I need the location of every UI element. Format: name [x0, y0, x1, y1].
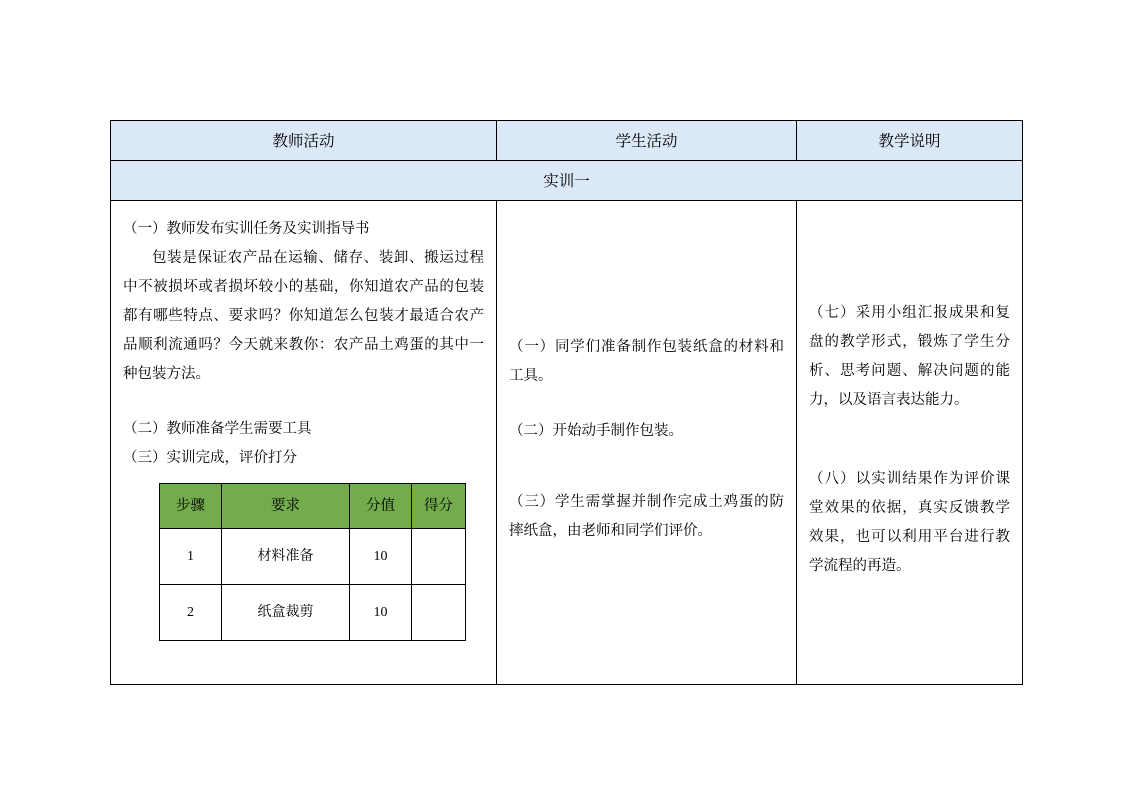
spacer: [509, 446, 784, 472]
cell-student-activity: [497, 201, 797, 685]
student-item-2: （二）开始动手制作包装。: [509, 423, 683, 439]
scoring-col-step: 步骤: [160, 484, 222, 529]
spacer: [509, 215, 784, 249]
table-row: [160, 585, 466, 641]
student-item-1: （一）同学们准备制作包装纸盒的材料和工具。: [509, 339, 784, 384]
header-student-activity: 学生活动: [497, 121, 797, 161]
cell-teaching-note: [797, 201, 1023, 685]
section-title: 实训一: [111, 161, 1023, 201]
scoring-cell-step: 1: [160, 529, 222, 585]
note-item-8: （八）以实训结果作为评价课堂效果的依据，真实反馈教学效果，也可以利用平台进行教学流程的再造。: [809, 471, 1010, 574]
cell-teacher-activity: [111, 201, 497, 685]
header-teacher-activity: 教师活动: [111, 121, 497, 161]
scoring-col-points: 分值: [350, 484, 412, 529]
teacher-heading-2: （二）教师准备学生需要工具: [123, 421, 312, 437]
table-section-row: [111, 161, 1023, 201]
spacer: [509, 249, 784, 283]
scoring-header-row: [160, 484, 466, 529]
spacer: [809, 215, 1010, 249]
scoring-col-requirement: 要求: [222, 484, 350, 529]
table-header-row: [111, 121, 1023, 161]
spacer: [509, 317, 784, 333]
scoring-cell-points: 10: [350, 585, 412, 641]
scoring-table: [159, 483, 466, 641]
table-row: [160, 529, 466, 585]
spacer: [809, 283, 1010, 299]
spacer: [809, 449, 1010, 465]
note-item-7: （七）采用小组汇报成果和复盘的教学形式，锻炼了学生分析、思考问题、解决问题的能力，以及语言表达能力。: [809, 305, 1010, 408]
lesson-plan-table: [110, 120, 1023, 685]
student-item-3: （三）学生需掌握并制作完成土鸡蛋的防摔纸盒，由老师和同学们评价。: [509, 494, 784, 539]
scoring-cell-step: 2: [160, 585, 222, 641]
scoring-cell-requirement: 材料准备: [222, 529, 350, 585]
header-teaching-note: 教学说明: [797, 121, 1023, 161]
teacher-paragraph-1: 包装是保证农产品在运输、储存、装卸、搬运过程中不被损坏或者损坏较小的基础，你知道农产品的包装都有哪些特点、要求吗？你知道怎么包装才最适合农产品顺利流通吗？今天就来教你：农产品土鸡蛋的其中一种包装方法。: [123, 250, 484, 382]
teacher-heading-3: （三）实训完成，评价打分: [123, 450, 297, 466]
teacher-heading-1: （一）教师发布实训任务及实训指导书: [123, 221, 370, 237]
spacer: [809, 415, 1010, 449]
scoring-cell-requirement: 纸盒裁剪: [222, 585, 350, 641]
spacer: [509, 283, 784, 317]
spacer: [509, 391, 784, 417]
spacer: [123, 389, 484, 415]
scoring-cell-earned: [412, 585, 466, 641]
scoring-cell-points: 10: [350, 529, 412, 585]
table-body-row: [111, 201, 1023, 685]
spacer: [509, 472, 784, 488]
scoring-cell-earned: [412, 529, 466, 585]
spacer: [809, 249, 1010, 283]
scoring-col-earned: 得分: [412, 484, 466, 529]
